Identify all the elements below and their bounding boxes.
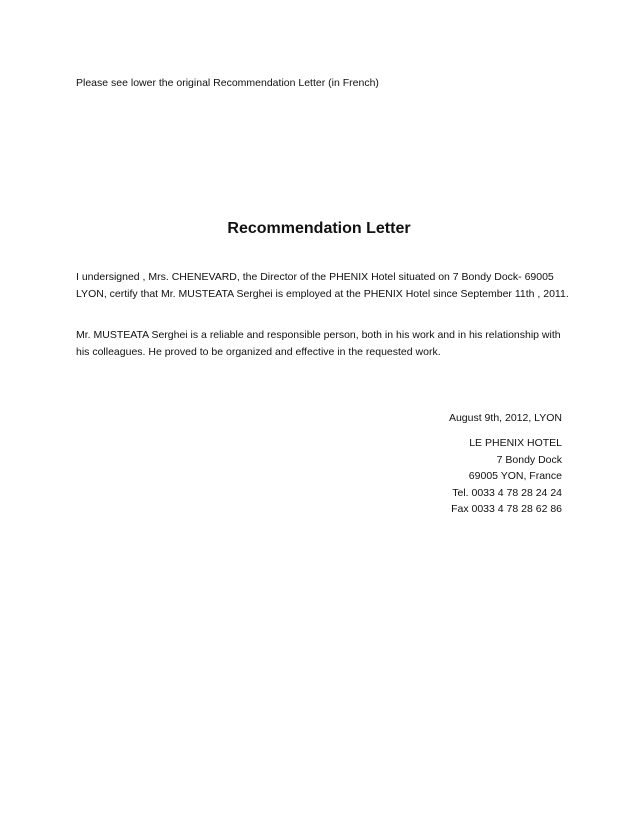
hotel-phone: Tel. 0033 4 78 28 24 24	[452, 486, 562, 499]
paragraph-line: LYON, certify that Mr. MUSTEATA Serghei is employed at the PHENIX Hotel since September 11th , 2011.	[76, 288, 569, 300]
paragraph-character	[76, 327, 576, 361]
hotel-fax: Fax 0033 4 78 28 62 86	[451, 503, 562, 515]
paragraph-line: his colleagues. He proved to be organized and effective in the requested work.	[76, 346, 441, 358]
intro-note: Please see lower the original Recommendation Letter (in French)	[76, 77, 379, 89]
hotel-street: 7 Bondy Dock	[496, 453, 562, 466]
hotel-name: LE PHENIX HOTEL	[469, 437, 562, 449]
letter-date: August 9th, 2012, LYON	[448, 412, 562, 424]
hotel-city: 69005 YON, France	[468, 470, 562, 482]
paragraph-employment	[76, 269, 576, 303]
paragraph-line: Mr. MUSTEATA Serghei is a reliable and responsible person, both in his work and in his relationship with	[76, 329, 561, 341]
letter-title: Recommendation Letter	[227, 220, 411, 237]
paragraph-line: I undersigned , Mrs. CHENEVARD, the Director of the PHENIX Hotel situated on 7 Bondy Dock- 69005	[76, 271, 554, 283]
hotel-address-block	[451, 435, 562, 518]
